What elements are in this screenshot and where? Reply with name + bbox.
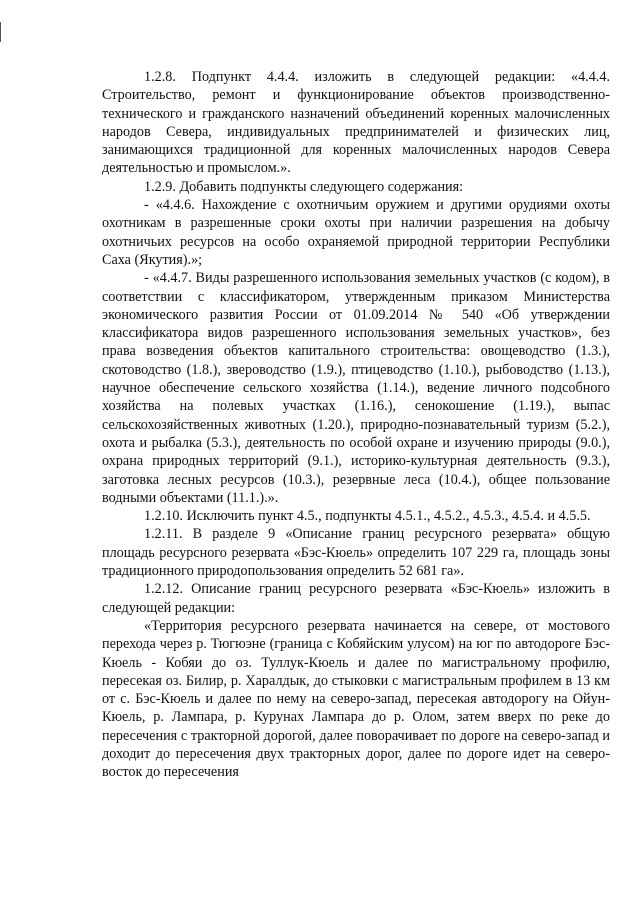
paragraph-1-2-11: 1.2.11. В разделе 9 «Описание границ ресурсного резервата» общую площадь ресурсного резервата «Бэс-Кюель» определить 107 229 га, площадь зоны традиционного природопользования определить 52 681 га».: [102, 526, 610, 580]
paragraph-territory-description: «Территория ресурсного резервата начинается на севере, от мостового перехода через р. Тюгюэне (граница с Кобяйским улусом) на юг по автодороге Бэс-Кюель - Кобяи до оз. Туллук-Кюель и далее по магистральному профилю, пересекая оз. Билир, р. Хаpалдык, до стыковки с магистральным профилем в 13 км от с. Бэс-Кюель и далее по нему на северо-запад, пересекая автодорогу на Ойун-Кюель, р. Лампара, р. Курунах Лампара до р. Олом, затем вверх по реке до пересечения с тракторной дорогой, далее поворачивает по дороге на северо-запад и доходит до пересечения двух тракторных дорог, далее по дороге идет на северо-восток до пересечения: [102, 617, 610, 781]
paragraph-4-4-6: - «4.4.6. Нахождение с охотничьим оружием и другими орудиями охоты охотникам в разрешенные сроки охоты при наличии разрешения на добычу охотничьих ресурсов на особо охраняемой природной территории Республики Саха (Якутия).»;: [102, 197, 610, 268]
paragraph-1-2-12: 1.2.12. Описание границ ресурсного резервата «Бэс-Кюель» изложить в следующей редакции:: [102, 581, 610, 616]
paragraph-1-2-9: 1.2.9. Добавить подпункты следующего содержания:: [144, 178, 464, 195]
document-body: [102, 68, 610, 782]
paragraph-4-4-7: - «4.4.7. Виды разрешенного использования земельных участков (с кодом), в соответствии с классификатором, утвержденным приказом Министерства экономического развития России от 01.09.2014 № 540 «Об утверждении классификатора видов разрешенного использования земельных участков», без права возведения объектов капитального строительства: овощеводство (1.3.), скотоводство (1.8.), звероводство (1.9.), птицеводство (1.10.), рыбоводство (1.13.), научное обеспечение сельского хозяйства (1.14.), ведение личного подсобного хозяйства на полевых участках (1.16.), сенокошение (1.19.), выпас сельскохозяйственных животных (1.20.), природно-познавательный туризм (5.2.), охота и рыбалка (5.3.), деятельность по особой охране и изучению природы (9.0.), охрана природных территорий (9.1.), историко-культурная деятельность (9.3.), заготовка лесных ресурсов (10.3.), резервные леса (10.4.), общее пользование водными объектами (11.1.).».: [102, 270, 610, 506]
paragraph-1-2-10: 1.2.10. Исключить пункт 4.5., подпункты 4.5.1., 4.5.2., 4.5.3., 4.5.4. и 4.5.5.: [144, 508, 591, 525]
scan-edge-mark: [0, 22, 1, 42]
paragraph-1-2-8: 1.2.8. Подпункт 4.4.4. изложить в следующей редакции: «4.4.4. Строительство, ремонт и функционирование объектов производственно-технического и гражданского назначений объединений коренных малочисленных народов Севера, индивидуальных предпринимателей и физических лиц, занимающихся традиционной для коренных малочисленных народов Севера деятельностью и промыслом.».: [102, 69, 610, 177]
